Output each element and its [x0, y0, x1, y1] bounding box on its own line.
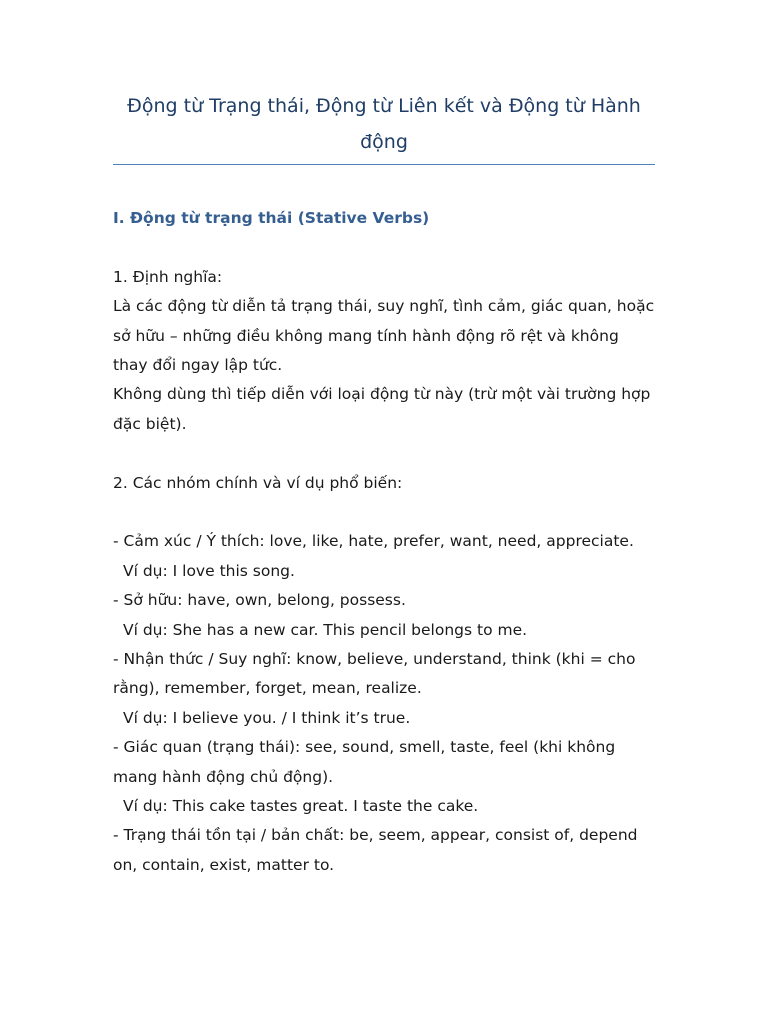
blank-line [113, 439, 655, 468]
group-example-emotions: Ví dụ: I love this song. [123, 561, 295, 580]
definition-note: Không dùng thì tiếp diễn với loại động từ này (trừ một vài trường hợp đặc biệt). [113, 385, 651, 433]
blank-line [113, 233, 655, 262]
group-example-possession: Ví dụ: She has a new car. This pencil belongs to me. [123, 620, 528, 639]
groups-label: 2. Các nhóm chính và ví dụ phổ biến: [113, 473, 403, 492]
group-item-emotions: - Cảm xúc / Ý thích: love, like, hate, prefer, want, need, appreciate. [113, 532, 634, 551]
section-heading-stative-verbs: I. Động từ trạng thái (Stative Verbs) [113, 209, 430, 227]
group-item-existence: - Trạng thái tồn tại / bản chất: be, seem, appear, consist of, depend on, contain, exist, matter to. [113, 826, 638, 874]
document-page [113, 88, 655, 880]
group-example-cognition: Ví dụ: I believe you. / I think it’s true. [123, 708, 411, 727]
definition-text: Là các động từ diễn tả trạng thái, suy nghĩ, tình cảm, giác quan, hoặc sở hữu – những điều không mang tính hành động rõ rệt và không thay đổi ngay lập tức. [113, 297, 655, 375]
definition-label: 1. Định nghĩa: [113, 267, 223, 286]
document-title: Động từ Trạng thái, Động từ Liên kết và Động từ Hành động [113, 88, 655, 165]
group-item-senses: - Giác quan (trạng thái): see, sound, smell, taste, feel (khi không mang hành động chủ động). [113, 738, 616, 786]
group-item-cognition: - Nhận thức / Suy nghĩ: know, believe, understand, think (khi = cho rằng), remember, forget, mean, realize. [113, 650, 636, 698]
group-item-possession: - Sở hữu: have, own, belong, possess. [113, 591, 406, 610]
group-example-senses: Ví dụ: This cake tastes great. I taste the cake. [123, 797, 479, 816]
blank-line [113, 498, 655, 527]
